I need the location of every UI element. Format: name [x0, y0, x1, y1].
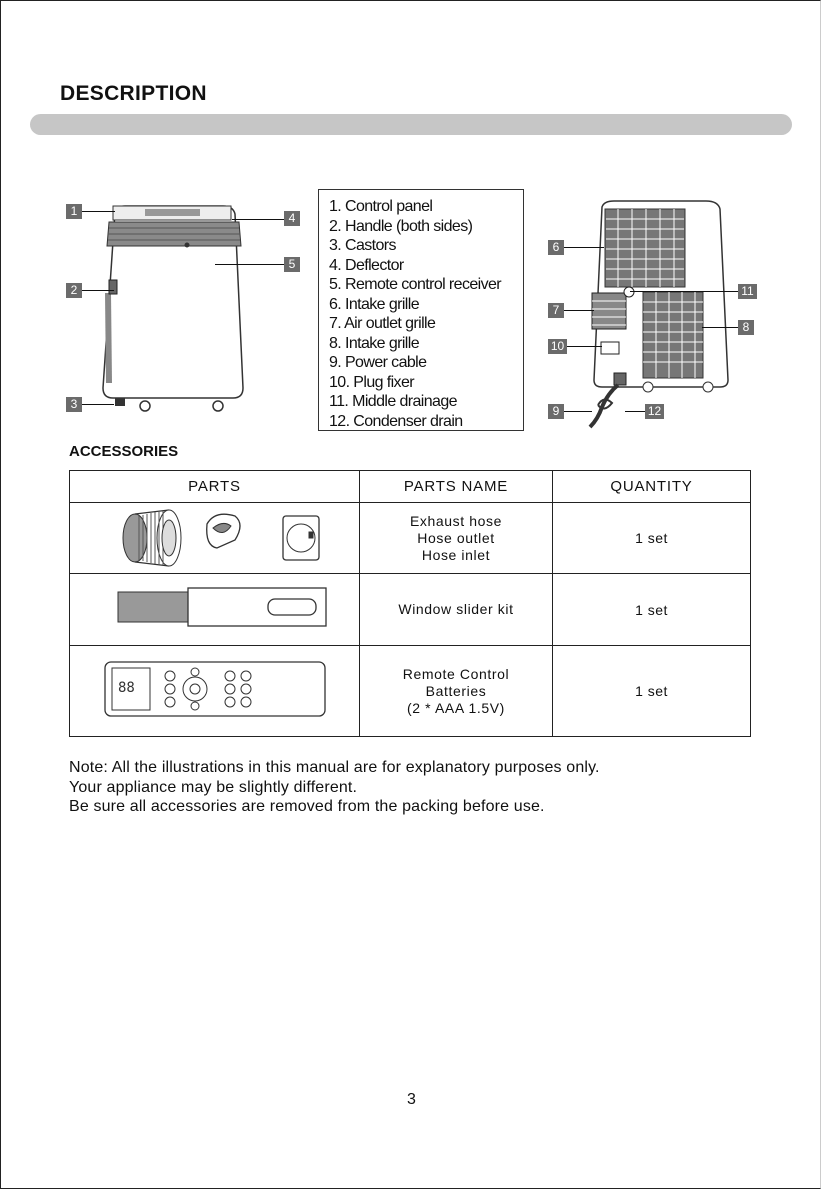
parts-name-cell	[360, 574, 553, 646]
callout-11: 11	[738, 284, 757, 299]
part-name: Hose outlet	[417, 529, 495, 546]
page-number: 3	[407, 1091, 416, 1108]
accessories-heading: ACCESSORIES	[69, 443, 179, 460]
leader-line-11	[630, 291, 738, 292]
callout-7: 7	[548, 303, 564, 318]
legend-item: 5. Remote control receiver	[329, 276, 502, 293]
callout-10: 10	[548, 339, 567, 354]
parts-name-cell	[360, 646, 553, 737]
part-name: Exhaust hose	[409, 512, 503, 529]
leader-line-12	[625, 411, 645, 412]
leader-line-6	[564, 247, 604, 248]
quantity-cell: 1 set	[553, 574, 751, 646]
part-name: (2 * AAA 1.5V)	[407, 699, 505, 716]
legend-item: 4. Deflector	[329, 256, 404, 274]
callout-9: 9	[548, 404, 564, 419]
callout-2: 2	[66, 283, 82, 298]
exhaust-hose-parts-illustration	[105, 504, 325, 568]
legend-item: 3. Castors	[329, 237, 396, 254]
note-text	[69, 758, 600, 817]
leader-line-4	[232, 219, 284, 220]
part-name: Batteries	[425, 682, 487, 699]
leader-line-8	[702, 327, 738, 328]
legend-item: 11. Middle drainage	[329, 393, 457, 410]
legend-item: 1. Control panel	[329, 198, 433, 215]
callout-5: 5	[284, 257, 300, 272]
table-row	[70, 646, 751, 737]
header-parts: PARTS	[70, 471, 360, 503]
legend-item: 7. Air outlet grille	[329, 315, 436, 332]
legend-item: 8. Intake grille	[329, 334, 420, 352]
callout-3: 3	[66, 397, 82, 412]
table-header-row	[70, 471, 751, 503]
window-slider-illustration	[100, 582, 330, 632]
callout-8: 8	[738, 320, 754, 335]
leader-line-3	[82, 404, 114, 405]
rear-view-illustration	[568, 195, 733, 435]
part-name: Remote Control	[402, 665, 510, 682]
legend-item: 12. Condenser drain	[329, 412, 463, 430]
callout-1: 1	[66, 204, 82, 219]
quantity-cell: 1 set	[553, 646, 751, 737]
leader-line-2	[82, 290, 114, 291]
svg-text:88: 88	[117, 679, 135, 696]
leader-line-10	[567, 346, 602, 347]
note-line: Be sure all accessories are removed from the packing before use.	[69, 798, 545, 815]
legend-item: 6. Intake grille	[329, 295, 420, 313]
parts-image-cell	[70, 503, 360, 574]
quantity-cell: 1 set	[553, 503, 751, 574]
note-line: Note: All the illustrations in this manual are for explanatory purposes only.	[69, 759, 600, 776]
remote-control-illustration	[100, 658, 330, 720]
parts-image-cell	[70, 574, 360, 646]
accessories-table	[69, 470, 751, 737]
part-name: Window slider kit	[398, 601, 514, 617]
part-name: Hose inlet	[421, 546, 491, 563]
legend-item: 2. Handle (both sides)	[329, 217, 473, 235]
parts-name-cell	[360, 503, 553, 574]
header-quantity: QUANTITY	[553, 471, 751, 503]
leader-line-5	[215, 264, 284, 265]
front-view-illustration	[95, 198, 255, 418]
legend-item: 9. Power cable	[329, 354, 427, 371]
legend-item: 10. Plug fixer	[329, 373, 414, 391]
note-line: Your appliance may be slightly different.	[69, 778, 358, 796]
title-divider-bar	[30, 114, 792, 135]
parts-legend	[318, 189, 524, 431]
page-title: DESCRIPTION	[60, 82, 207, 105]
table-row	[70, 503, 751, 574]
callout-6: 6	[548, 240, 564, 255]
leader-line-9	[564, 411, 592, 412]
header-parts-name: PARTS NAME	[360, 471, 553, 503]
callout-4: 4	[284, 211, 300, 226]
callout-12: 12	[645, 404, 664, 419]
leader-line-1	[82, 211, 115, 212]
table-row	[70, 574, 751, 646]
leader-line-7	[564, 310, 594, 311]
parts-image-cell	[70, 646, 360, 737]
